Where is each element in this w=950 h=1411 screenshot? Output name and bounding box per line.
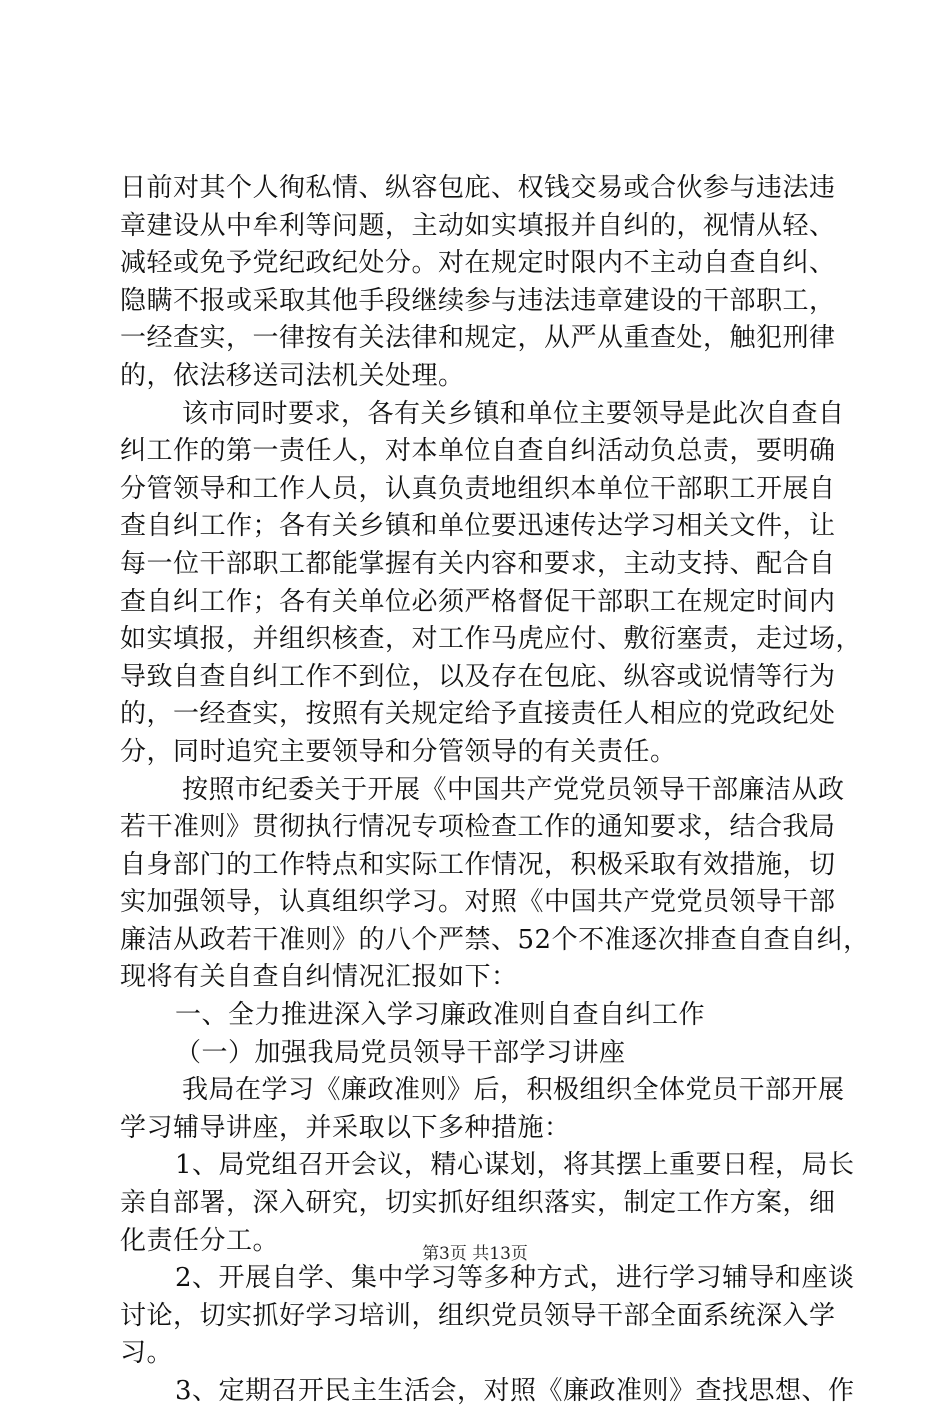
text-line: 实加强领导，认真组织学习。对照《中国共产党党员领导干部 [120,887,836,918]
text-line: 化责任分工。 [120,1225,280,1256]
text-line: 一、全力推进深入学习廉政准则自查自纠工作 [175,1000,706,1031]
text-line: 每一位干部职工都能掌握有关内容和要求，主动支持、配合自 [120,548,836,579]
text-line: 该市同时要求，各有关乡镇和单位主要领导是此次自查自 [182,398,845,429]
text-line: 减轻或免予党纪政纪处分。对在规定时限内不主动自查自纠、 [120,248,836,279]
text-line: （一）加强我局党员领导干部学习讲座 [175,1037,626,1068]
text-line: 分，同时追究主要领导和分管领导的有关责任。 [120,736,677,767]
text-line: 3、定期召开民主生活会，对照《廉政准则》查找思想、作 [175,1376,855,1406]
text-line: 导致自查自纠工作不到位，以及存在包庇、纵容或说情等行为 [120,661,836,692]
page-footer [0,1239,950,1264]
text-line: 习。 [120,1338,174,1369]
text-line: 自身部门的工作特点和实际工作情况，积极采取有效措施，切 [120,849,836,880]
document-body [120,170,870,1411]
text-line: 章建设从中牟利等问题，主动如实填报并自纠的，视情从轻、 [120,210,836,241]
page-number-label: 第3页 共13页 [422,1244,528,1264]
text-line: 日前对其个人徇私情、纵容包庇、权钱交易或合伙参与违法违 [120,173,836,203]
text-line: 亲自部署，深入研究，切实抓好组织落实，制定工作方案，细 [120,1188,836,1219]
text-line: 廉洁从政若干准则》的八个严禁、52个不准逐次排查自查自纠， [120,924,870,955]
text-line: 分管领导和工作人员，认真负责地组织本单位干部职工开展自 [120,473,836,504]
text-line: 学习辅导讲座，并采取以下多种措施： [120,1112,571,1143]
text-line: 1、局党组召开会议，精心谋划，将其摆上重要日程，局长 [175,1150,855,1181]
text-line: 的，依法移送司法机关处理。 [120,360,465,391]
text-line: 按照市纪委关于开展《中国共产党党员领导干部廉洁从政 [182,774,845,805]
text-line: 如实填报，并组织核查，对工作马虎应付、敷衍塞责，走过场， [120,624,863,655]
text-line: 讨论，切实抓好学习培训，组织党员领导干部全面系统深入学 [120,1300,836,1331]
text-line: 我局在学习《廉政准则》后，积极组织全体党员干部开展 [182,1075,845,1106]
text-line: 的，一经查实，按照有关规定给予直接责任人相应的党政纪处 [120,699,836,730]
text-line: 查自纠工作；各有关乡镇和单位要迅速传达学习相关文件，让 [120,511,836,542]
text-line: 隐瞒不报或采取其他手段继续参与违法违章建设的干部职工， [120,285,836,316]
text-line: 2、开展自学、集中学习等多种方式，进行学习辅导和座谈 [175,1263,855,1294]
text-line: 现将有关自查自纠情况汇报如下： [120,962,518,993]
text-line: 纠工作的第一责任人，对本单位自查自纠活动负总责，要明确 [120,436,836,467]
text-line: 若干准则》贯彻执行情况专项检查工作的通知要求，结合我局 [120,812,836,843]
text-line: 一经查实，一律按有关法律和规定，从严从重查处，触犯刑律 [120,323,836,354]
text-line: 查自纠工作；各有关单位必须严格督促干部职工在规定时间内 [120,586,836,617]
